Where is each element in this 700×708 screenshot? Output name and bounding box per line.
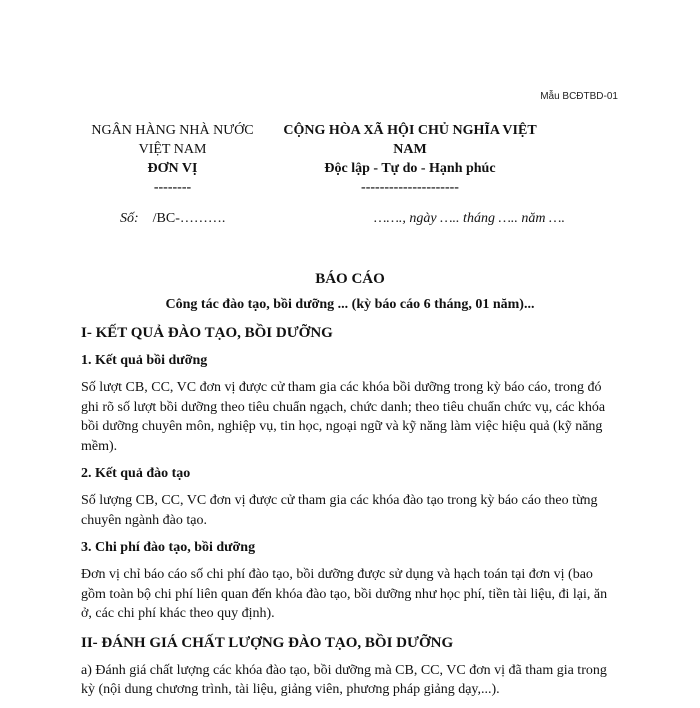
report-body: [81, 322, 621, 708]
unit-label: ĐƠN VỊ: [147, 161, 198, 176]
report-subtitle: Công tác đào tạo, bồi dưỡng ... (kỳ báo cáo 6 tháng, 01 năm)...: [165, 297, 535, 312]
country-name-line1: CỘNG HÒA XÃ HỘI CHỦ NGHĨA VIỆT: [283, 123, 537, 138]
date-line: ……., ngày ….. tháng ….. năm ….: [374, 211, 565, 226]
subsection-1-heading: 1. Kết quả bồi dưỡng: [81, 353, 208, 368]
header-right-divider: ---------------------: [361, 180, 459, 195]
motto: Độc lập - Tự do - Hạnh phúc: [324, 161, 496, 176]
section-2-heading: II- ĐÁNH GIÁ CHẤT LƯỢNG ĐÀO TẠO, BỒI DƯỠNG: [81, 634, 454, 651]
section-1-heading: I- KẾT QUẢ ĐÀO TẠO, BỒI DƯỠNG: [81, 325, 333, 341]
reference-number: [120, 211, 225, 227]
subsection-3-heading: 3. Chi phí đào tạo, bồi dưỡng: [81, 540, 256, 555]
header-right: [280, 121, 540, 197]
header-left: [70, 121, 275, 197]
reference-label: Số:: [120, 211, 139, 226]
reference-value: /BC-……….: [152, 211, 226, 226]
report-title: BÁO CÁO: [315, 271, 385, 287]
org-name-line1: NGÂN HÀNG NHÀ NƯỚC: [91, 123, 254, 138]
subsection-3-text: Đơn vị chỉ báo cáo số chi phí đào tạo, bồi dưỡng được sử dụng và hạch toán tại đơn vị (bao gồm toàn bộ chi phí liên quan đến khóa đào tạo, bồi dưỡng như học phí, tiền tài liệu, đi lại, ăn ở, các chi phí khác theo quy định).: [81, 567, 608, 621]
org-name-line2: VIỆT NAM: [138, 142, 207, 157]
subsection-2-heading: 2. Kết quả đào tạo: [81, 466, 191, 481]
header-left-divider: --------: [153, 180, 192, 195]
form-code: Mẫu BCĐTBD-01: [540, 91, 618, 102]
subsection-2-text: Số lượng CB, CC, VC đơn vị được cử tham gia các khóa đào tạo trong kỳ báo cáo theo từng chuyên ngành đào tạo.: [81, 493, 598, 528]
country-name-line2: NAM: [393, 142, 427, 157]
section-2-item-a: a) Đánh giá chất lượng các khóa đào tạo, bồi dưỡng mà CB, CC, VC đơn vị đã tham gia trong kỳ (nội dung chương trình, tài liệu, giảng viên, phương pháp giảng dạy,...).: [81, 662, 607, 697]
subsection-1-text: Số lượt CB, CC, VC đơn vị được cử tham gia các khóa bồi dưỡng trong kỳ báo cáo, trong đó ghi rõ số lượt bồi dưỡng theo tiêu chuẩn ngạch, chức danh; theo tiêu chuẩn chức vụ, các khóa bồi dưỡng chuyên môn, nghiệp vụ, tin học, ngoại ngữ và kỹ năng làm việc hiệu quả (kỹ năng mềm).: [81, 380, 606, 454]
